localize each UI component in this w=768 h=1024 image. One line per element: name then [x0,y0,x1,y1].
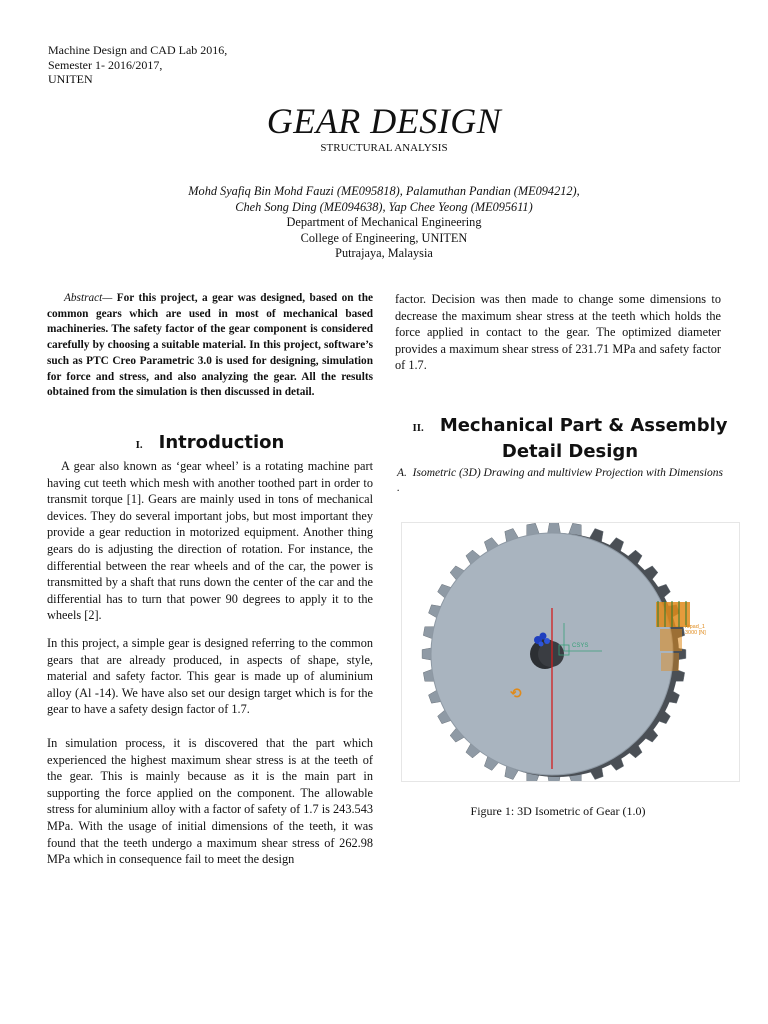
paper-title: GEAR DESIGN [266,101,502,141]
section-1-number: I. [135,439,143,451]
authors-line-1: Mohd Syafiq Bin Mohd Fauzi (ME095818), Palamuthan Pandian (ME094212), [188,184,580,198]
intro-paragraph-1: A gear also known as ‘gear wheel’ is a rotating machine part having cut teeth which mesh with another toothed part in order to transmit torque [1]. Gears are mainly used in tons of mechanical devices. They do several important jobs, but most important they provide a gear reduction in motorized equipment. Another thing gears do is adjusting the direction of rotation. For instance, the differential between the rear wheels and of the car, the power is transmitted by a shaft that runs down the center of the car and the differential has to turn that power 90 degrees to apply it to the wheels [2]. [47,459,373,623]
intro-paragraph-3: In simulation process, it is discovered that the part which experienced the highest maximum shear stress is at the teeth of the gear. This is mainly because as it is the main part in supporting the force applied on the component. The allowable stress for aluminium alloy with a factor of safety of 1.7 is 243.543 MPa. With the usage of initial dimensions of the teeth, it was found that the teeth undergo a maximum shear stress of 262.98 MPa which in consequence fail to meet the design [47,736,373,867]
csys-label: CSYS [572,643,589,649]
conference-header [48,43,227,87]
load-label-2: 3000 [N] [685,630,706,636]
authors-line-2: Cheh Song Ding (ME094638), Yap Chee Yeong (ME095611) [235,199,533,214]
figure-caption: Figure 1: 3D Isometric of Gear (1.0) [470,804,646,818]
section-1-title: Introduction [158,432,285,453]
right-paragraph-1: factor. Decision was then made to change some dimensions to decrease the maximum shear stress at the teeth which holds the force applied in contact to the gear. The optimized diameter provides a maximum shear stress of 231.71 MPa and safety factor of 1.7. [395,292,721,373]
header-line-2: Semester 1- 2016/2017, [48,57,163,72]
abstract [47,291,373,401]
header-line-1: Machine Design and CAD Lab 2016, [48,43,228,57]
subsection-a-label: A. [397,467,407,479]
intro-paragraph-2: In this project, a simple gear is designed referring to the common gears that are already produced, in aspects of shape, style, material and safety factor. This gear is made up of aluminium alloy (Al -14). We have also set our design target which is for the gear to have a safety design factor of 1.7. [47,636,373,717]
abstract-text: For this project, a gear was designed, based on the common gears which are used in most of mechanical based machineries. The safety factor of the gear component is considered carefully by choosing a suitable material. In this project, software’s such as PTC Creo Parametric 3.0 is used for designing, simulation for force and stress, and also analyzing the gear. All the results obtained from the simulation is then discussed in detail. [47,292,373,399]
gear-render [402,523,739,781]
abstract-lead: Abstract— [64,292,113,304]
subsection-a-text: Isometric (3D) Drawing and multiview Projection with Dimensions . [397,467,724,494]
section-1-heading [47,432,373,453]
section-2-title-line-2: Detail Design [501,441,639,462]
load-arrows [656,601,706,671]
paper-subtitle: STRUCTURAL ANALYSIS [320,142,448,154]
section-2-title-line-1: Mechanical Part & Assembly [439,415,728,436]
load-label-1: ntpad_1 [685,624,705,630]
affiliation-dept: Department of Mechanical Engineering [286,215,482,229]
section-2-number: II. [412,422,424,434]
affiliation-location: Putrajaya, Malaysia [335,246,433,260]
affiliation-college: College of Engineering, UNITEN [300,230,468,245]
section-2-heading [410,414,730,464]
header-line-3: UNITEN [48,72,93,86]
orange-marker: ⟲ [510,685,522,701]
author-block [0,184,768,262]
subsection-a-heading [397,466,727,495]
gear-figure [401,522,740,782]
